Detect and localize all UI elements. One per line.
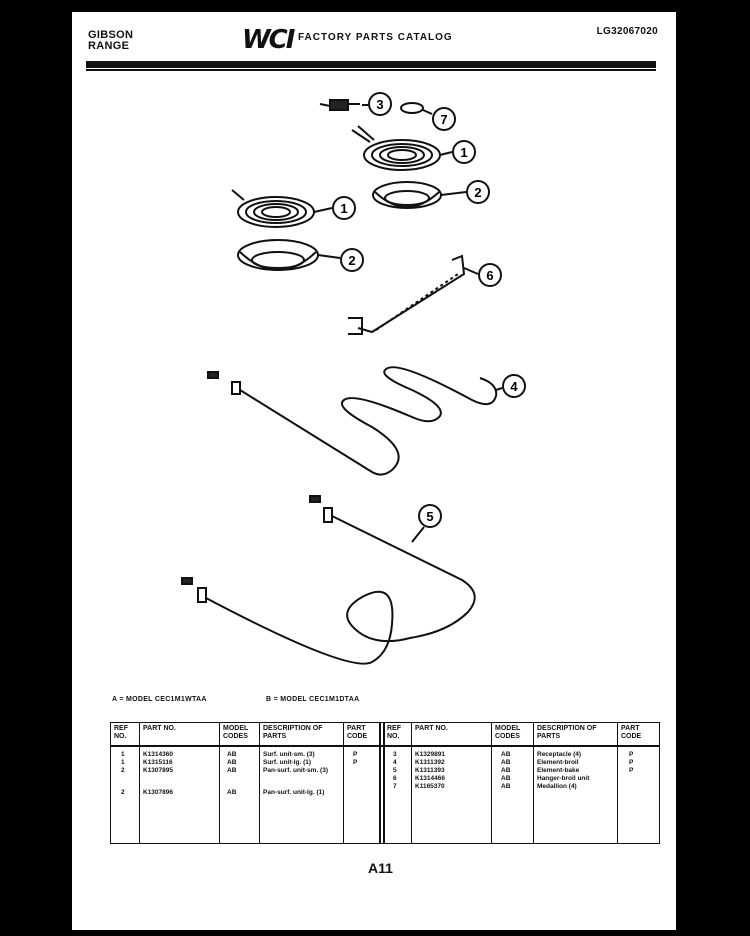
row-part: K1307896 <box>143 789 173 796</box>
table-divider <box>139 723 140 843</box>
row-desc: Medallion (4) <box>537 783 577 790</box>
row-ref: 2 <box>121 789 125 796</box>
row-desc: Pan-surf. unit-lg. (1) <box>263 789 325 796</box>
table-divider <box>411 723 412 843</box>
medallion-drawing <box>401 103 423 113</box>
col-ref-left: REF NO. <box>114 725 128 740</box>
table-divider <box>533 723 534 843</box>
col-desc-left: DESCRIPTION OF PARTS <box>263 725 323 740</box>
row-desc: Pan-surf. unit-sm. (3) <box>263 767 329 774</box>
col-code-right: PART CODE <box>621 725 642 740</box>
page-number: A11 <box>368 860 393 876</box>
row-ref: 1 <box>121 759 125 766</box>
row-ref: 7 <box>393 783 397 790</box>
callout-2-right <box>467 181 489 203</box>
row-part: K1307895 <box>143 767 173 774</box>
callout-5 <box>419 505 441 527</box>
row-desc: Receptacle (4) <box>537 751 582 758</box>
col-code-left: PART CODE <box>347 725 368 740</box>
model-b-legend: B = MODEL CEC1M1DTAA <box>266 696 360 703</box>
row-model: AB <box>227 751 237 758</box>
row-model: AB <box>227 767 237 774</box>
row-ref: 1 <box>121 751 125 758</box>
row-model: AB <box>501 759 511 766</box>
row-code: P <box>353 759 358 766</box>
table-center-divider <box>379 723 381 843</box>
row-ref: 2 <box>121 767 125 774</box>
row-model: AB <box>501 783 511 790</box>
row-desc: Hanger-broil unit <box>537 775 590 782</box>
callout-1-left-label: 1 <box>340 201 348 216</box>
catalog-page <box>72 12 676 930</box>
callout-6 <box>479 264 501 286</box>
table-header-rule <box>111 745 659 747</box>
receptacle-drawing <box>320 100 360 110</box>
table-divider <box>491 723 492 843</box>
callout-7-label: 7 <box>440 112 448 127</box>
drip-pan-large-drawing <box>238 240 318 270</box>
drip-pan-small-drawing <box>373 182 441 208</box>
callout-7 <box>433 108 455 130</box>
row-desc: Surf. unit-lg. (1) <box>263 759 312 766</box>
row-model: AB <box>501 775 511 782</box>
row-part: K1315116 <box>143 759 173 766</box>
row-desc: Surf. unit-sm. (3) <box>263 751 315 758</box>
catalog-title: FACTORY PARTS CATALOG <box>298 32 453 43</box>
row-ref: 5 <box>393 767 397 774</box>
col-desc-right: DESCRIPTION OF PARTS <box>537 725 597 740</box>
row-ref: 3 <box>393 751 397 758</box>
row-code: P <box>629 751 634 758</box>
row-part: K1311392 <box>415 759 445 766</box>
callout-1-right-label: 1 <box>460 145 468 160</box>
row-desc: Element-bake <box>537 767 580 774</box>
row-code: P <box>629 767 634 774</box>
row-part: K1314466 <box>415 775 445 782</box>
parts-table <box>110 722 660 844</box>
callout-3-label: 3 <box>376 97 384 112</box>
surface-unit-small-drawing <box>352 126 440 170</box>
model-a-legend: A = MODEL CEC1M1WTAA <box>112 696 207 703</box>
row-part: K1329891 <box>415 751 445 758</box>
row-code: P <box>353 751 358 758</box>
row-model: AB <box>501 767 511 774</box>
broil-hanger-drawing <box>348 256 464 334</box>
surface-unit-large-drawing <box>232 190 314 227</box>
catalog-number: LG32067020 <box>596 26 658 37</box>
callout-6-label: 6 <box>486 268 494 283</box>
callout-1-right <box>453 141 475 163</box>
row-code: P <box>629 759 634 766</box>
brand-name: GIBSON <box>88 29 134 41</box>
col-model-right: MODEL CODES <box>495 725 521 740</box>
callout-3 <box>369 93 391 115</box>
row-part: K1165370 <box>415 783 445 790</box>
col-model-left: MODEL CODES <box>223 725 249 740</box>
callout-5-label: 5 <box>426 509 434 524</box>
wci-logo: WCI <box>242 25 294 55</box>
row-model: AB <box>227 759 237 766</box>
col-part-left: PART NO. <box>143 725 176 732</box>
table-divider <box>343 723 344 843</box>
callout-2-right-label: 2 <box>474 185 482 200</box>
table-divider <box>219 723 220 843</box>
row-part: K1311393 <box>415 767 445 774</box>
row-desc: Element-broil <box>537 759 579 766</box>
row-model: AB <box>501 751 511 758</box>
callout-4-label: 4 <box>510 379 518 394</box>
col-part-right: PART NO. <box>415 725 448 732</box>
exploded-parts-diagram <box>72 12 676 692</box>
callout-1-left <box>333 197 355 219</box>
table-divider <box>617 723 618 843</box>
row-ref: 6 <box>393 775 397 782</box>
callout-4 <box>503 375 525 397</box>
callout-2-left-label: 2 <box>348 253 356 268</box>
callout-2-left <box>341 249 363 271</box>
broil-element-drawing <box>208 367 496 474</box>
row-part: K1314360 <box>143 751 173 758</box>
row-ref: 4 <box>393 759 397 766</box>
table-center-divider <box>383 723 385 843</box>
table-divider <box>259 723 260 843</box>
col-ref-right: REF NO. <box>387 725 401 740</box>
row-model: AB <box>227 789 237 796</box>
product-name: RANGE <box>88 40 130 52</box>
